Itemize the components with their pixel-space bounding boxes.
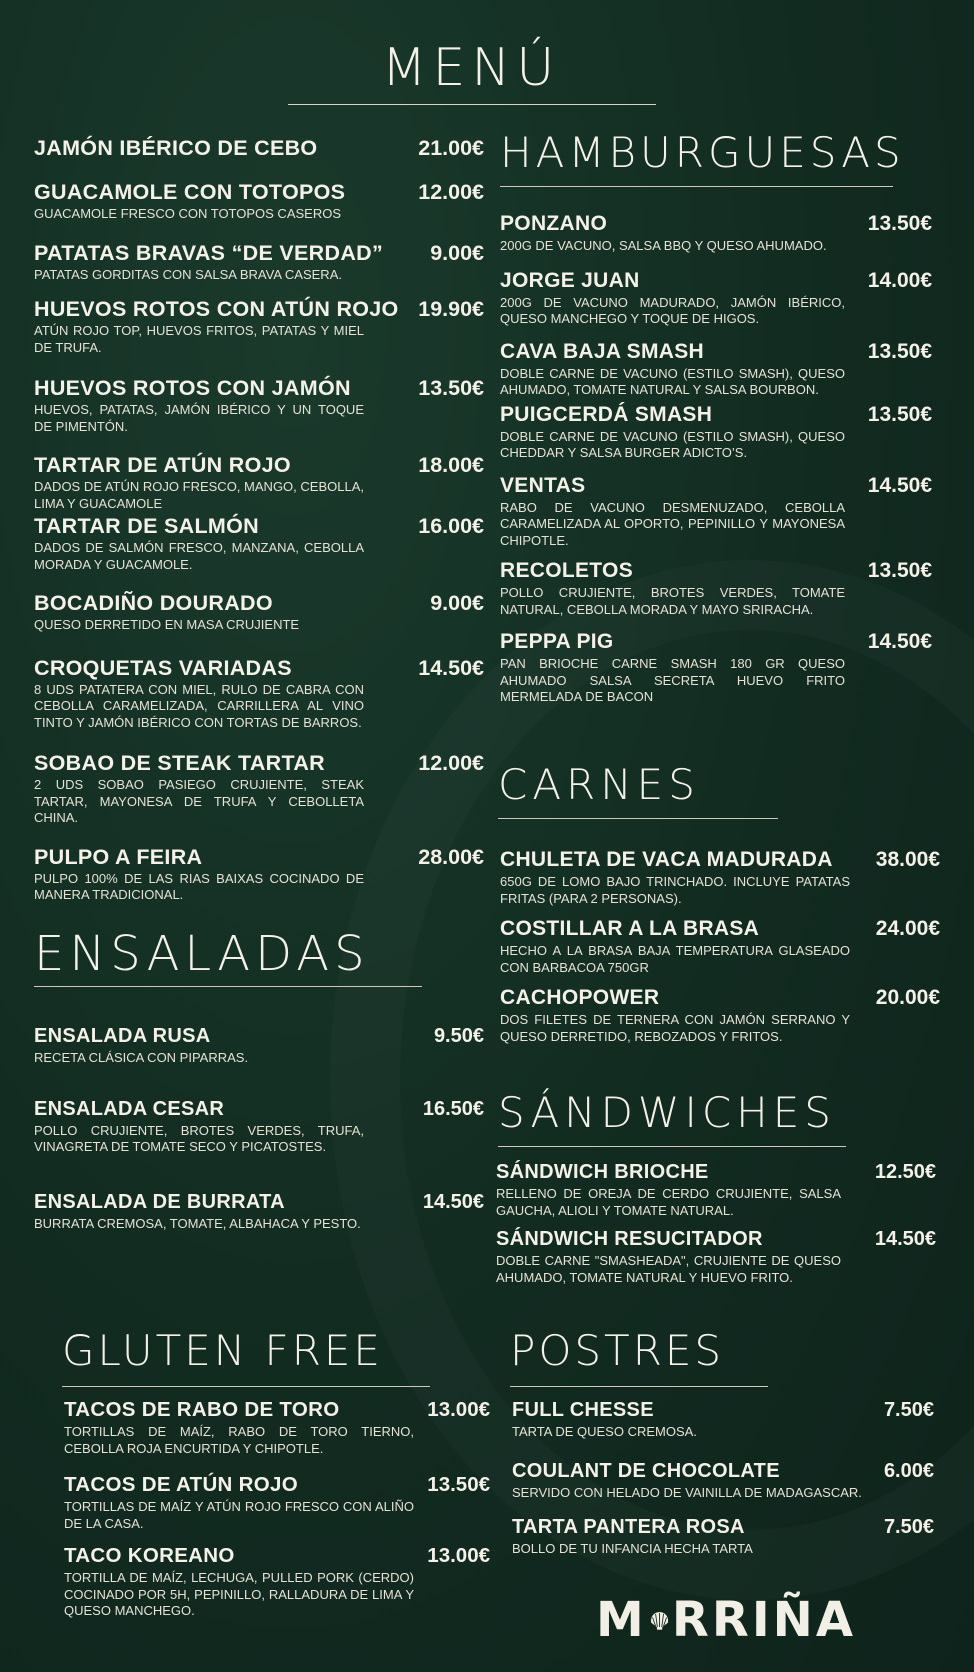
menu-item: [500, 403, 932, 462]
menu-item: [500, 917, 940, 976]
menu-item: [34, 241, 484, 284]
item-name: PEPPA PIG: [500, 630, 614, 653]
item-name: ENSALADA RUSA: [34, 1025, 211, 1047]
hamburguesas-underline: [500, 186, 893, 187]
item-name: HUEVOS ROTOS CON JAMÓN: [34, 376, 351, 400]
menu-item: [34, 136, 484, 160]
item-price: 13.50€: [418, 376, 484, 400]
item-price: 12.00€: [418, 180, 484, 204]
item-description: TORTILLAS DE MAÍZ Y ATÚN ROJO FRESCO CON ALIÑO DE LA CASA.: [64, 1499, 414, 1531]
item-description: POLLO CRUJIENTE, BROTES VERDES, TOMATE NATURAL, CEBOLLA MORADA Y MAYO SRIRACHA.: [500, 585, 845, 617]
item-description: TARTA DE QUESO CREMOSA.: [512, 1424, 697, 1439]
item-price: 16.50€: [422, 1097, 484, 1120]
item-price: 14.50€: [867, 630, 932, 653]
menu-item: [500, 340, 932, 399]
item-description: HECHO A LA BRASA BAJA TEMPERATURA GLASEADO CON BARBACOA 750GR: [500, 943, 850, 975]
item-name: FULL CHESSE: [512, 1399, 654, 1421]
menu-item: [496, 1227, 936, 1286]
section-title-postres: POSTRES: [510, 1326, 725, 1375]
item-price: 7.50€: [883, 1516, 934, 1538]
item-description: PAN BRIOCHE CARNE SMASH 180 GR QUESO AHUMADO SALSA SECRETA HUEVO FRITO MERMELADA DE BACON: [500, 656, 845, 704]
carnes-underline: [498, 818, 778, 819]
gluten-free-section: [62, 1326, 442, 1387]
item-name: PONZANO: [500, 212, 608, 235]
section-title-carnes: CARNES: [498, 760, 700, 809]
menu-item: [34, 656, 484, 732]
item-description: RECETA CLÁSICA CON PIPARRAS.: [34, 1050, 249, 1065]
sandwiches-underline: [498, 1146, 846, 1147]
carnes-section: [498, 760, 798, 819]
item-name: TARTA PANTERA ROSA: [512, 1516, 745, 1538]
item-name: JAMÓN IBÉRICO DE CEBO: [34, 136, 318, 160]
title-underline: [288, 104, 656, 105]
ensaladas-section: [34, 926, 474, 987]
item-price: 14.00€: [867, 268, 932, 292]
item-name: CHULETA DE VACA MADURADA: [500, 848, 833, 871]
menu-item: [500, 269, 932, 328]
item-price: 14.50€: [422, 1190, 484, 1213]
postres-section: [510, 1326, 770, 1387]
menu-item: [34, 180, 484, 223]
item-description: DADOS DE ATÚN ROJO FRESCO, MANGO, CEBOLLA, LIMA Y GUACAMOLE: [34, 479, 364, 511]
starters-list: [34, 136, 484, 904]
item-price: 9.00€: [430, 240, 484, 265]
item-price: 13.00€: [427, 1544, 490, 1567]
item-price: 14.50€: [418, 655, 484, 680]
item-description: DOS FILETES DE TERNERA CON JAMÓN SERRANO Y QUESO DERRETIDO, REBOZADOS Y FRITOS.: [500, 1012, 850, 1044]
item-description: BURRATA CREMOSA, TOMATE, ALBAHACA Y PESTO.: [34, 1215, 361, 1231]
item-price: 12.50€: [874, 1161, 936, 1183]
item-name: HUEVOS ROTOS CON ATÚN ROJO: [34, 297, 399, 321]
menu-item: [34, 591, 484, 634]
section-title-ensaladas: ENSALADAS: [34, 926, 370, 982]
postres-underline: [510, 1386, 768, 1387]
item-price: 28.00€: [418, 844, 484, 869]
menu-item: [64, 1544, 490, 1620]
item-name: PATATAS BRAVAS “DE VERDAD”: [34, 240, 384, 265]
hamburguesas-list: [500, 212, 932, 706]
item-price: 38.00€: [875, 848, 940, 871]
item-description: DOBLE CARNE DE VACUNO (ESTILO SMASH), QUESO CHEDDAR Y SALSA BURGER ADICTO’S.: [500, 428, 845, 460]
item-description: 200G DE VACUNO, SALSA BBQ Y QUESO AHUMADO.: [500, 238, 827, 253]
scallop-shell-icon: [649, 1596, 670, 1644]
item-description: 650G DE LOMO BAJO TRINCHADO. INCLUYE PATATAS FRITAS (PARA 2 PERSONAS).: [500, 874, 850, 906]
item-price: 9.00€: [430, 591, 484, 615]
carnes-list: [500, 848, 940, 1045]
item-price: 13.50€: [867, 559, 932, 582]
gluten-free-underline: [62, 1386, 430, 1387]
menu-item: [34, 1097, 484, 1156]
menu-item: [500, 559, 932, 618]
item-price: 19.90€: [418, 297, 484, 321]
item-name: PUIGCERDÁ SMASH: [500, 402, 713, 426]
item-description: 200G DE VACUNO MADURADO, JAMÓN IBÉRICO, QUESO MANCHEGO Y TOQUE DE HIGOS.: [500, 294, 845, 326]
item-price: 13.50€: [867, 212, 932, 235]
menu-item: [496, 1160, 936, 1219]
item-price: 14.50€: [874, 1228, 936, 1250]
menu-item: [500, 212, 932, 255]
item-description: DOBLE CARNE DE VACUNO (ESTILO SMASH), QUESO AHUMADO, TOMATE NATURAL Y SALSA BOURBON.: [500, 365, 845, 397]
item-description: RABO DE VACUNO DESMENUZADO, CEBOLLA CARAMELIZADA AL OPORTO, PEPINILLO Y MAYONESA CHIPOTLE.: [500, 499, 845, 548]
item-name: ENSALADA DE BURRATA: [34, 1190, 285, 1213]
item-name: TACO KOREANO: [64, 1544, 235, 1567]
menu-item: [512, 1459, 934, 1502]
menu-item: [500, 986, 940, 1045]
item-name: CROQUETAS VARIADAS: [34, 655, 292, 680]
item-description: POLLO CRUJIENTE, BROTES VERDES, TRUFA, VINAGRETA DE TOMATE SECO Y PICATOSTES.: [34, 1122, 364, 1154]
item-price: 14.50€: [867, 473, 932, 497]
menu-item: [512, 1398, 934, 1441]
item-name: BOCADIÑO DOURADO: [34, 591, 273, 615]
menu-item: [64, 1398, 490, 1457]
item-price: 6.00€: [883, 1459, 934, 1482]
item-description: SERVIDO CON HELADO DE VAINILLA DE MADAGASCAR.: [512, 1484, 862, 1500]
menu-item: [34, 297, 484, 356]
menu-item: [34, 751, 484, 827]
item-price: 20.00€: [875, 986, 940, 1009]
item-name: SÁNDWICH RESUCITADOR: [496, 1228, 763, 1250]
item-description: 8 UDS PATATERA CON MIEL, RULO DE CABRA CON CEBOLLA CARAMELIZADA, CARRILLERA AL VINO TINTO Y JAMÓN IBÉRICO CON TORTAS DE BARROS.: [34, 681, 364, 730]
menu-item: [500, 630, 932, 706]
ensaladas-list: [34, 1024, 484, 1232]
item-name: TARTAR DE ATÚN ROJO: [34, 453, 291, 477]
menu-item: [34, 845, 484, 904]
menu-item: [512, 1515, 934, 1558]
item-description: GUACAMOLE FRESCO CON TOTOPOS CASEROS: [34, 206, 342, 221]
item-name: COULANT DE CHOCOLATE: [512, 1459, 780, 1482]
section-title-hamburguesas: HAMBURGUESAS: [500, 128, 905, 177]
item-name: TARTAR DE SALMÓN: [34, 514, 259, 538]
item-price: 9.50€: [433, 1025, 484, 1047]
item-price: 16.00€: [418, 514, 484, 538]
page-title: MENÚ: [381, 38, 561, 98]
item-description: RELLENO DE OREJA DE CERDO CRUJIENTE, SALSA GAUCHA, ALIOLI Y TOMATE NATURAL.: [496, 1186, 841, 1218]
item-description: PULPO 100% DE LAS RIAS BAIXAS COCINADO DE MANERA TRADICIONAL.: [34, 870, 364, 902]
item-price: 13.00€: [427, 1398, 490, 1421]
menu-item: [34, 1024, 484, 1067]
item-description: QUESO DERRETIDO EN MASA CRUJIENTE: [34, 617, 300, 632]
item-name: TACOS DE ATÚN ROJO: [64, 1473, 298, 1496]
sandwiches-list: [496, 1160, 936, 1286]
brand-logo: M RRIÑA: [596, 1592, 856, 1648]
item-description: 2 UDS SOBAO PASIEGO CRUJIENTE, STEAK TARTAR, MAYONESA DE TRUFA Y CEBOLLETA CHINA.: [34, 777, 364, 825]
item-price: 24.00€: [875, 917, 940, 940]
item-description: BOLLO DE TU INFANCIA HECHA TARTA: [512, 1541, 753, 1556]
item-price: 12.00€: [418, 751, 484, 775]
menu-item: [500, 848, 940, 907]
item-name: ENSALADA CESAR: [34, 1097, 225, 1120]
item-name: VENTAS: [500, 473, 586, 497]
item-price: 21.00€: [418, 136, 484, 160]
item-price: 7.50€: [883, 1399, 934, 1421]
item-name: COSTILLAR A LA BRASA: [500, 917, 760, 940]
ensaladas-underline: [34, 986, 422, 987]
item-name: PULPO A FEIRA: [34, 844, 203, 869]
item-description: ATÚN ROJO TOP, HUEVOS FRITOS, PATATAS Y MIEL DE TRUFA.: [34, 323, 364, 355]
section-title-sandwiches: SÁNDWICHES: [498, 1088, 836, 1137]
menu-item: [34, 514, 484, 573]
item-description: TORTILLAS DE MAÍZ, RABO DE TORO TIERNO, CEBOLLA ROJA ENCURTIDA Y CHIPOTLE.: [64, 1424, 414, 1456]
menu-item: [64, 1473, 490, 1532]
menu-item: [34, 453, 484, 512]
section-title-gluten-free: GLUTEN FREE: [62, 1326, 383, 1375]
item-description: DADOS DE SALMÓN FRESCO, MANZANA, CEBOLLA MORADA Y GUACAMOLE.: [34, 540, 364, 572]
menu-item: [34, 376, 484, 435]
item-name: GUACAMOLE CON TOTOPOS: [34, 180, 346, 204]
item-description: HUEVOS, PATATAS, JAMÓN IBÉRICO Y UN TOQUE DE PIMENTÓN.: [34, 402, 364, 434]
item-name: JORGE JUAN: [500, 268, 640, 292]
item-name: SÁNDWICH BRIOCHE: [496, 1161, 709, 1183]
item-name: CAVA BAJA SMASH: [500, 339, 705, 363]
item-name: CACHOPOWER: [500, 986, 660, 1009]
item-name: RECOLETOS: [500, 559, 633, 582]
item-price: 13.50€: [427, 1473, 490, 1496]
item-description: DOBLE CARNE "SMASHEADA", CRUJIENTE DE QUESO AHUMADO, TOMATE NATURAL Y HUEVO FRITO.: [496, 1253, 841, 1285]
hamburguesas-section: [500, 128, 940, 187]
item-description: TORTILLA DE MAÍZ, LECHUGA, PULLED PORK (CERDO) COCINADO POR 5H, PEPINILLO, RALLADURA DE LIMA Y QUESO MANCHEGO.: [64, 1570, 414, 1618]
item-name: SOBAO DE STEAK TARTAR: [34, 751, 325, 775]
item-name: TACOS DE RABO DE TORO: [64, 1398, 340, 1421]
menu-item: [34, 1190, 484, 1233]
item-description: PATATAS GORDITAS CON SALSA BRAVA CASERA.: [34, 266, 342, 282]
item-price: 13.50€: [867, 402, 932, 426]
postres-list: [512, 1398, 934, 1558]
menu-item: [500, 474, 932, 550]
gluten-free-list: [64, 1398, 490, 1620]
sandwiches-section: [498, 1088, 858, 1147]
item-price: 13.50€: [867, 339, 932, 363]
item-price: 18.00€: [418, 453, 484, 477]
